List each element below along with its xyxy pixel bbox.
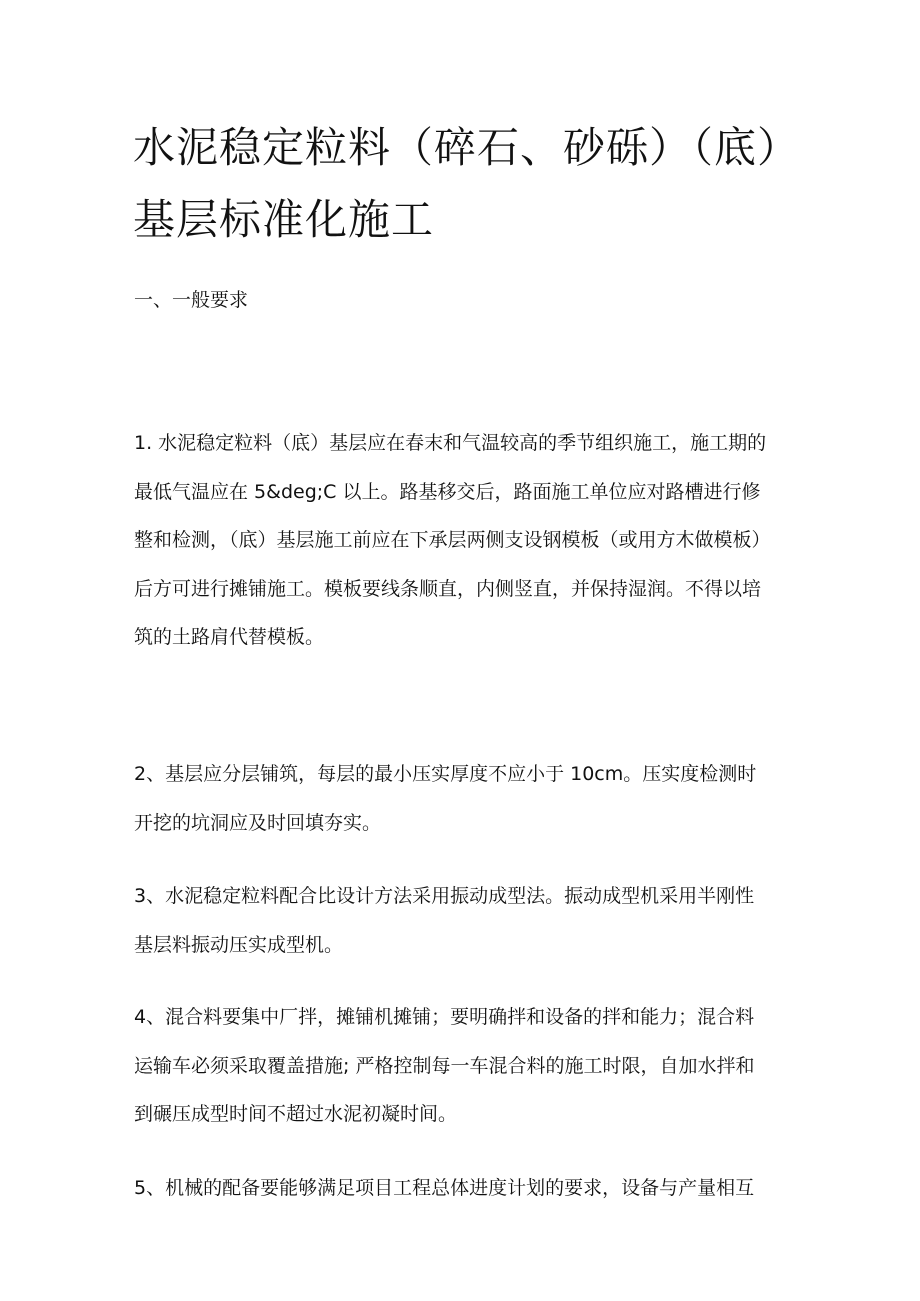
paragraph-line: 4、混合料要集中厂拌，摊铺机摊铺；要明确拌和设备的拌和能力；混合料 bbox=[134, 1006, 755, 1028]
title-line: 水泥稳定粒料（碎石、砂砾）（底） bbox=[133, 123, 801, 172]
title-line: 基层标准化施工 bbox=[133, 195, 435, 244]
paragraph-line: 3、水泥稳定粒料配合比设计方法采用振动成型法。振动成型机采用半刚性 bbox=[134, 885, 755, 907]
paragraph-line: 开挖的坑洞应及时回填夯实。 bbox=[134, 811, 382, 834]
paragraph-line: 2、基层应分层铺筑，每层的最小压实厚度不应小于 10cm。压实度检测时 bbox=[134, 763, 757, 785]
paragraph-line: 基层料振动压实成型机。 bbox=[134, 933, 344, 956]
document-title bbox=[133, 112, 833, 256]
paragraph-line: 1. 水泥稳定粒料（底）基层应在春末和气温较高的季节组织施工，施工期的 bbox=[134, 432, 767, 454]
paragraph-line: 最低气温应在 5&deg;C 以上。路基移交后，路面施工单位应对路槽进行修 bbox=[134, 480, 761, 503]
paragraph-line: 筑的土路肩代替模板。 bbox=[134, 626, 325, 648]
paragraph-2 bbox=[134, 750, 756, 847]
paragraph-4 bbox=[134, 993, 754, 1139]
paragraph-3 bbox=[134, 872, 754, 969]
paragraph-line: 到碾压成型时间不超过水泥初凝时间。 bbox=[134, 1103, 458, 1125]
paragraph-line: 后方可进行摊铺施工。模板要线条顺直，内侧竖直，并保持湿润。不得以培 bbox=[134, 577, 762, 600]
paragraph-line: 5、机械的配备要能够满足项目工程总体进度计划的要求，设备与产量相互 bbox=[134, 1177, 755, 1199]
paragraph-5 bbox=[134, 1164, 754, 1213]
paragraph-line: 运输车必须采取覆盖措施; 严格控制每一车混合料的施工时限，自加水拌和 bbox=[134, 1054, 755, 1077]
paragraph-1 bbox=[134, 419, 771, 662]
section-heading: 一、一般要求 bbox=[134, 289, 249, 311]
paragraph-line: 整和检测，（底）基层施工前应在下承层两侧支设钢模板（或用方木做模板） bbox=[134, 529, 771, 551]
